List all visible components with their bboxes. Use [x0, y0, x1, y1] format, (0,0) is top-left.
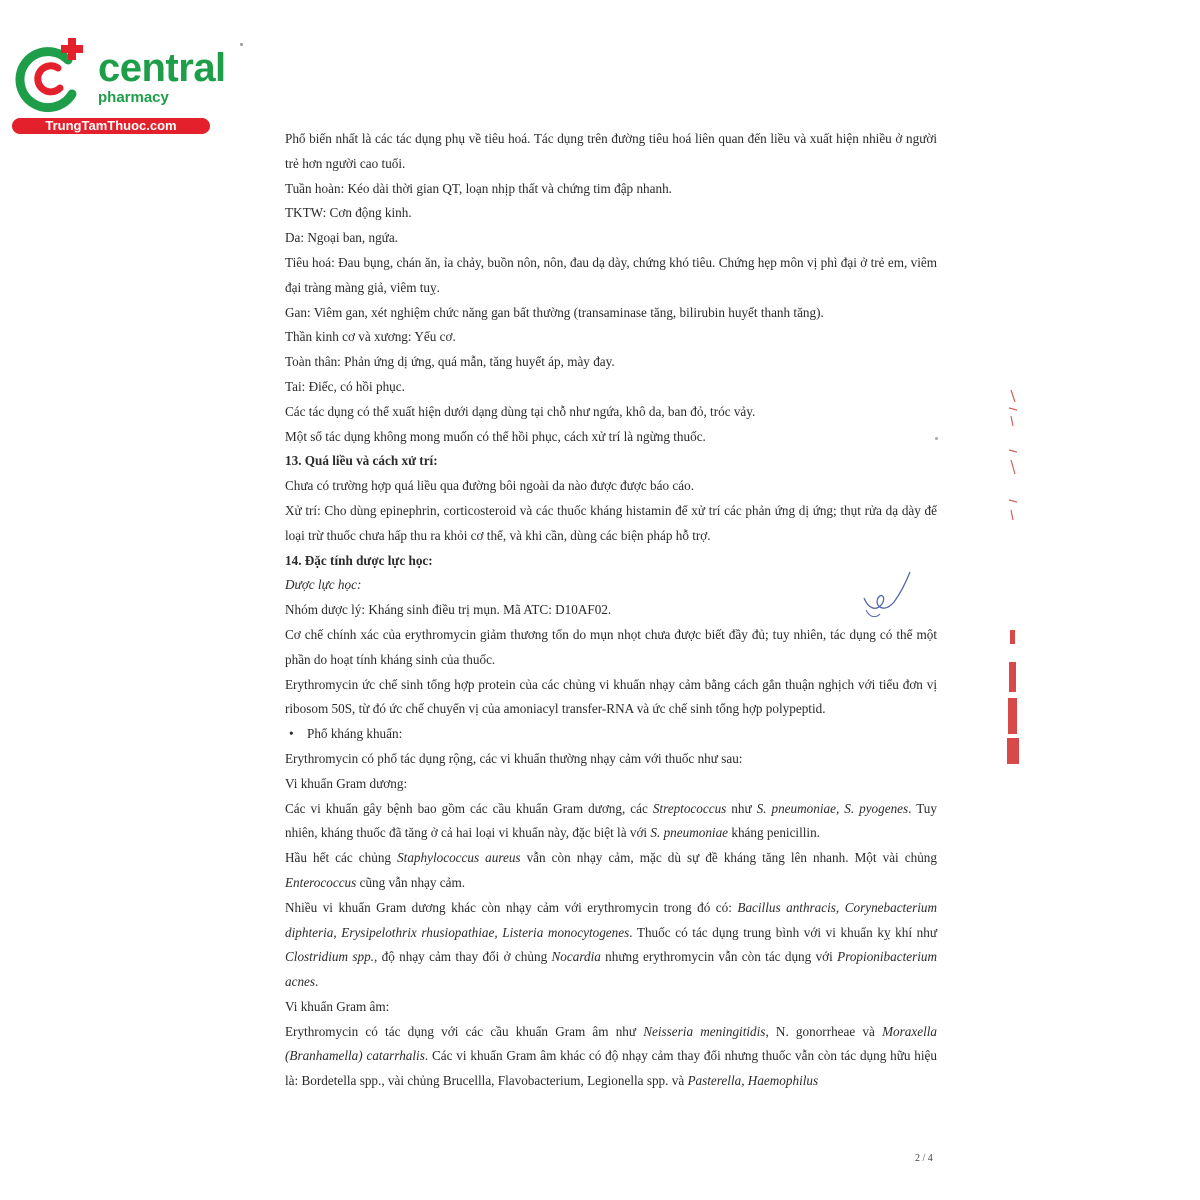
- paragraph: Erythromycin ức chế sinh tổng hợp protein của các chủng vi khuẩn nhạy cảm bằng cách gắn thuận nghịch với tiểu đơn vị ribosom 50S, từ đó ức chế chuyển vị của amoniacyl transfer-RNA và ức chế sinh tổng hợp polypeptid.: [285, 676, 937, 717]
- paragraph: Chưa có trường hợp quá liều qua đường bôi ngoài da nào được được báo cáo.: [285, 478, 694, 494]
- text-run: . Tuy nhiên, kháng thuốc đã tăng ở cả hai loại vi khuẩn này, đặc biệt là với: [285, 800, 937, 841]
- text-run: . Các vi khuẩn Gram âm khác có độ nhạy cảm thay đổi nhưng thuốc vẫn còn tác dụng hữu hiệu là: Bordetella spp., vài chủng Brucellla, Flavobacterium, Legionella spp. và: [285, 1048, 937, 1089]
- section-heading-14: 14. Đặc tính dược lực học:: [285, 552, 433, 568]
- scan-speck: [240, 43, 243, 46]
- paragraph: Phổ biến nhất là các tác dụng phụ về tiêu hoá. Tác dụng trên đường tiêu hoá liên quan đến liều và xuất hiện nhiều ở người trẻ hơn người cao tuổi.: [285, 131, 937, 171]
- logo-url-banner[interactable]: TrungTamThuoc.com: [12, 118, 210, 134]
- paragraph: Thần kinh cơ và xương: Yếu cơ.: [285, 329, 456, 345]
- species-name: Clostridium spp.: [285, 949, 374, 965]
- paragraph: [285, 1020, 937, 1094]
- red-stamp-icon: [985, 380, 1025, 780]
- paragraph: Da: Ngoại ban, ngứa.: [285, 230, 398, 246]
- text-run: vẫn còn nhạy cảm, mặc dù sự đề kháng tăng lên nhanh. Một vài chủng: [520, 850, 937, 866]
- subheading-text: Dược lực học:: [285, 577, 362, 593]
- subheading: [285, 573, 937, 598]
- paragraph: Xử trí: Cho dùng epinephrin, corticosteroid và các thuốc kháng histamin để xử trí các phản ứng dị ứng; thụt rửa dạ dày để loại trừ thuốc chưa hấp thu ra khỏi cơ thể, và khi cần, dùng các biện pháp hỗ trợ.: [285, 502, 937, 543]
- logo-name: central: [98, 46, 226, 90]
- document-body: [285, 127, 937, 1094]
- species-name: Moraxella (Branhamella) catarrhalis: [285, 1023, 937, 1064]
- text-run: nhưng erythromycin vẫn còn tác dụng với: [600, 949, 838, 965]
- paragraph: TKTW: Cơn động kinh.: [285, 205, 412, 221]
- text-run: như: [726, 800, 757, 816]
- paragraph: Gan: Viêm gan, xét nghiệm chức năng gan bất thường (transaminase tăng, bilirubin huyết thanh tăng).: [285, 304, 824, 320]
- section-heading-13: 13. Quá liều và cách xử trí:: [285, 453, 438, 469]
- text-run: Nhiều vi khuẩn Gram dương khác còn nhạy cảm với erythromycin trong đó có:: [285, 899, 738, 915]
- species-name: Bacillus anthracis, Corynebacterium diphteria, Erysipelothrix rhusiopathiae, Listeria monocytogenes: [285, 899, 937, 940]
- central-logo-mark-icon: [10, 38, 90, 118]
- bullet-dot: •: [289, 726, 294, 742]
- text-run: cũng vẫn nhạy cảm.: [356, 874, 466, 890]
- paragraph: [285, 846, 937, 896]
- bullet-item: [285, 722, 937, 747]
- text-run: Các vi khuẩn gây bệnh bao gồm các cầu khuẩn Gram dương, các: [285, 800, 653, 816]
- paragraph: Vi khuẩn Gram âm:: [285, 998, 390, 1014]
- paragraph: Tuần hoàn: Kéo dài thời gian QT, loạn nhịp thất và chứng tim đập nhanh.: [285, 180, 672, 196]
- text-run: Erythromycin có tác dụng với các cầu khuẩn Gram âm như: [285, 1023, 644, 1039]
- page-number: 2 / 4: [915, 1153, 933, 1164]
- text-run: Hầu hết các chủng: [285, 850, 398, 866]
- paragraph: Một số tác dụng không mong muốn có thể hồi phục, cách xử trí là ngừng thuốc.: [285, 428, 706, 444]
- text-run: .: [315, 974, 319, 990]
- bullet-text: Phổ kháng khuẩn:: [307, 726, 403, 742]
- central-pharmacy-logo[interactable]: [10, 38, 225, 138]
- species-name: Pasterella, Haemophilus: [687, 1073, 819, 1089]
- paragraph: Erythromycin có phổ tác dụng rộng, các vi khuẩn thường nhạy cảm với thuốc như sau:: [285, 750, 743, 766]
- text-run: , độ nhạy cảm thay đổi ở chủng: [373, 949, 552, 965]
- text-run: . Thuốc có tác dụng trung bình với vi khuẩn kỵ khí như: [629, 924, 937, 940]
- species-name: Nocardia: [551, 949, 601, 965]
- paragraph: [285, 896, 937, 995]
- paragraph: Tiêu hoá: Đau bụng, chán ăn, ỉa chảy, buồn nôn, nôn, đau dạ dày, chứng khó tiêu. Chứng hẹp môn vị phì đại ở trẻ em, viêm đại tràng màng giả, viêm tuỵ.: [285, 254, 937, 295]
- paragraph: Tai: Điếc, có hồi phục.: [285, 378, 405, 394]
- species-name: Staphylococcus aureus: [397, 850, 521, 866]
- text-run: , N. gonorrheae và: [765, 1023, 883, 1039]
- species-name: Streptococcus: [652, 800, 727, 816]
- paragraph: Các tác dụng có thể xuất hiện dưới dạng dùng tại chỗ như ngứa, khô da, ban đỏ, tróc vảy.: [285, 403, 756, 419]
- species-name: Enterococcus: [285, 874, 357, 890]
- paragraph: Cơ chế chính xác của erythromycin giảm thương tổn do mụn nhọt chưa được biết đầy đủ; tuy nhiên, tác dụng có thể một phần do hoạt tính kháng sinh của thuốc.: [285, 626, 937, 667]
- paragraph: Vi khuẩn Gram dương:: [285, 775, 408, 791]
- paragraph: [285, 797, 937, 847]
- logo-subtitle: pharmacy: [98, 89, 169, 106]
- species-name: S. pneumoniae: [650, 825, 729, 841]
- paragraph: Toàn thân: Phản ứng dị ứng, quá mẫn, tăng huyết áp, mày đay.: [285, 354, 615, 370]
- text-run: kháng penicillin.: [728, 825, 820, 841]
- species-name: Neisseria meningitidis: [643, 1023, 766, 1039]
- species-name: S. pneumoniae, S. pyogenes: [756, 800, 909, 816]
- signature-mark-icon: [858, 568, 914, 620]
- paragraph: Nhóm dược lý: Kháng sinh điều trị mụn. Mã ATC: D10AF02.: [285, 602, 612, 618]
- species-name: Propionibacterium acnes: [285, 949, 938, 990]
